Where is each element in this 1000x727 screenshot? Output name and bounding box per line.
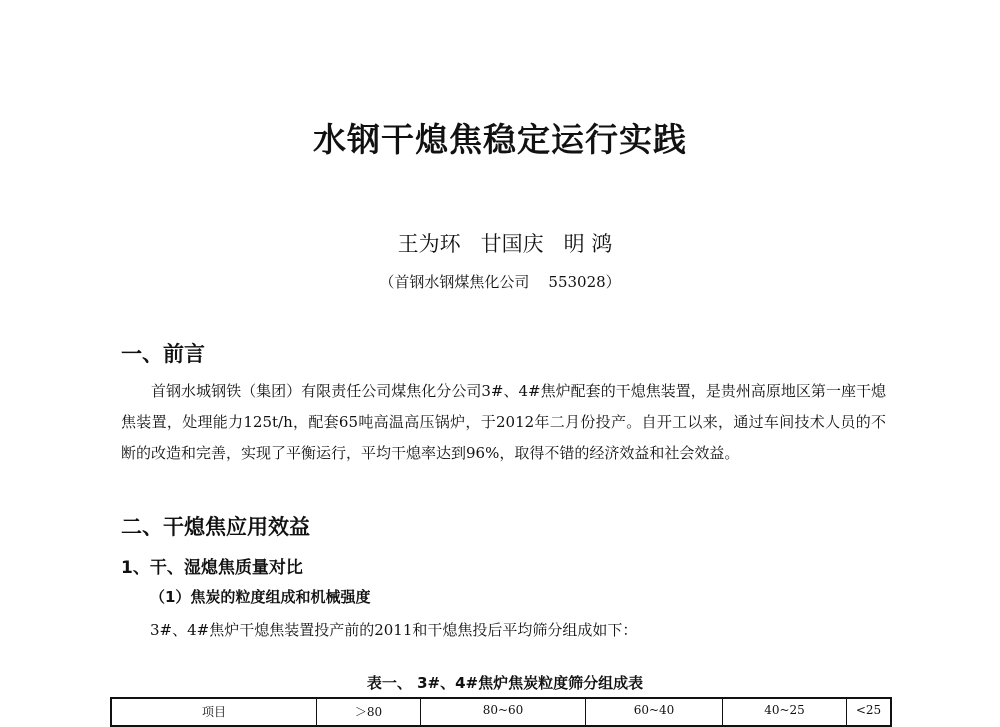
table-header-cell: <25: [855, 703, 882, 717]
affiliation-line: （首钢水钢煤焦化公司 553028）: [379, 273, 621, 291]
granularity-table: [110, 697, 892, 727]
table-header-cell: 项目: [112, 699, 317, 725]
body-text-line: 3#、4#焦炉干熄焦装置投产前的2011和干熄焦投后平均筛分组成如下：: [150, 621, 638, 639]
table-header-cell: 60~40: [586, 699, 723, 725]
table-header-cell: 40~25: [723, 699, 847, 725]
document-title: 水钢干熄焦稳定运行实践: [313, 120, 687, 159]
subsection-heading-quality: 1、干、湿熄焦质量对比: [121, 558, 303, 578]
subsubsection-heading-granularity: （1）焦炭的粒度组成和机械强度: [150, 588, 371, 606]
table-header-cell: ＞80: [317, 699, 421, 725]
table-header-cell: 80~60: [421, 699, 586, 725]
preface-paragraph: 首钢水城钢铁（集团）有限责任公司煤焦化分公司3#、4#焦炉配套的干熄焦装置，是贵州高原地区第一座干熄焦装置，处理能力125t/h，配套65吨高温高压锅炉，于2012年二月份投产。自开工以来，通过车间技术人员的不断的改造和完善，实现了平衡运行，平均干熄率达到96%，取得不错的经济效益和社会效益。: [121, 382, 886, 462]
authors-line: 王为环 甘国庆 明 鸿: [397, 232, 613, 256]
table-caption: 表一、 3#、4#焦炉焦炭粒度筛分组成表: [366, 674, 644, 692]
section-heading-benefits: 二、干熄焦应用效益: [121, 515, 310, 539]
section-heading-preface: 一、前言: [121, 342, 205, 366]
